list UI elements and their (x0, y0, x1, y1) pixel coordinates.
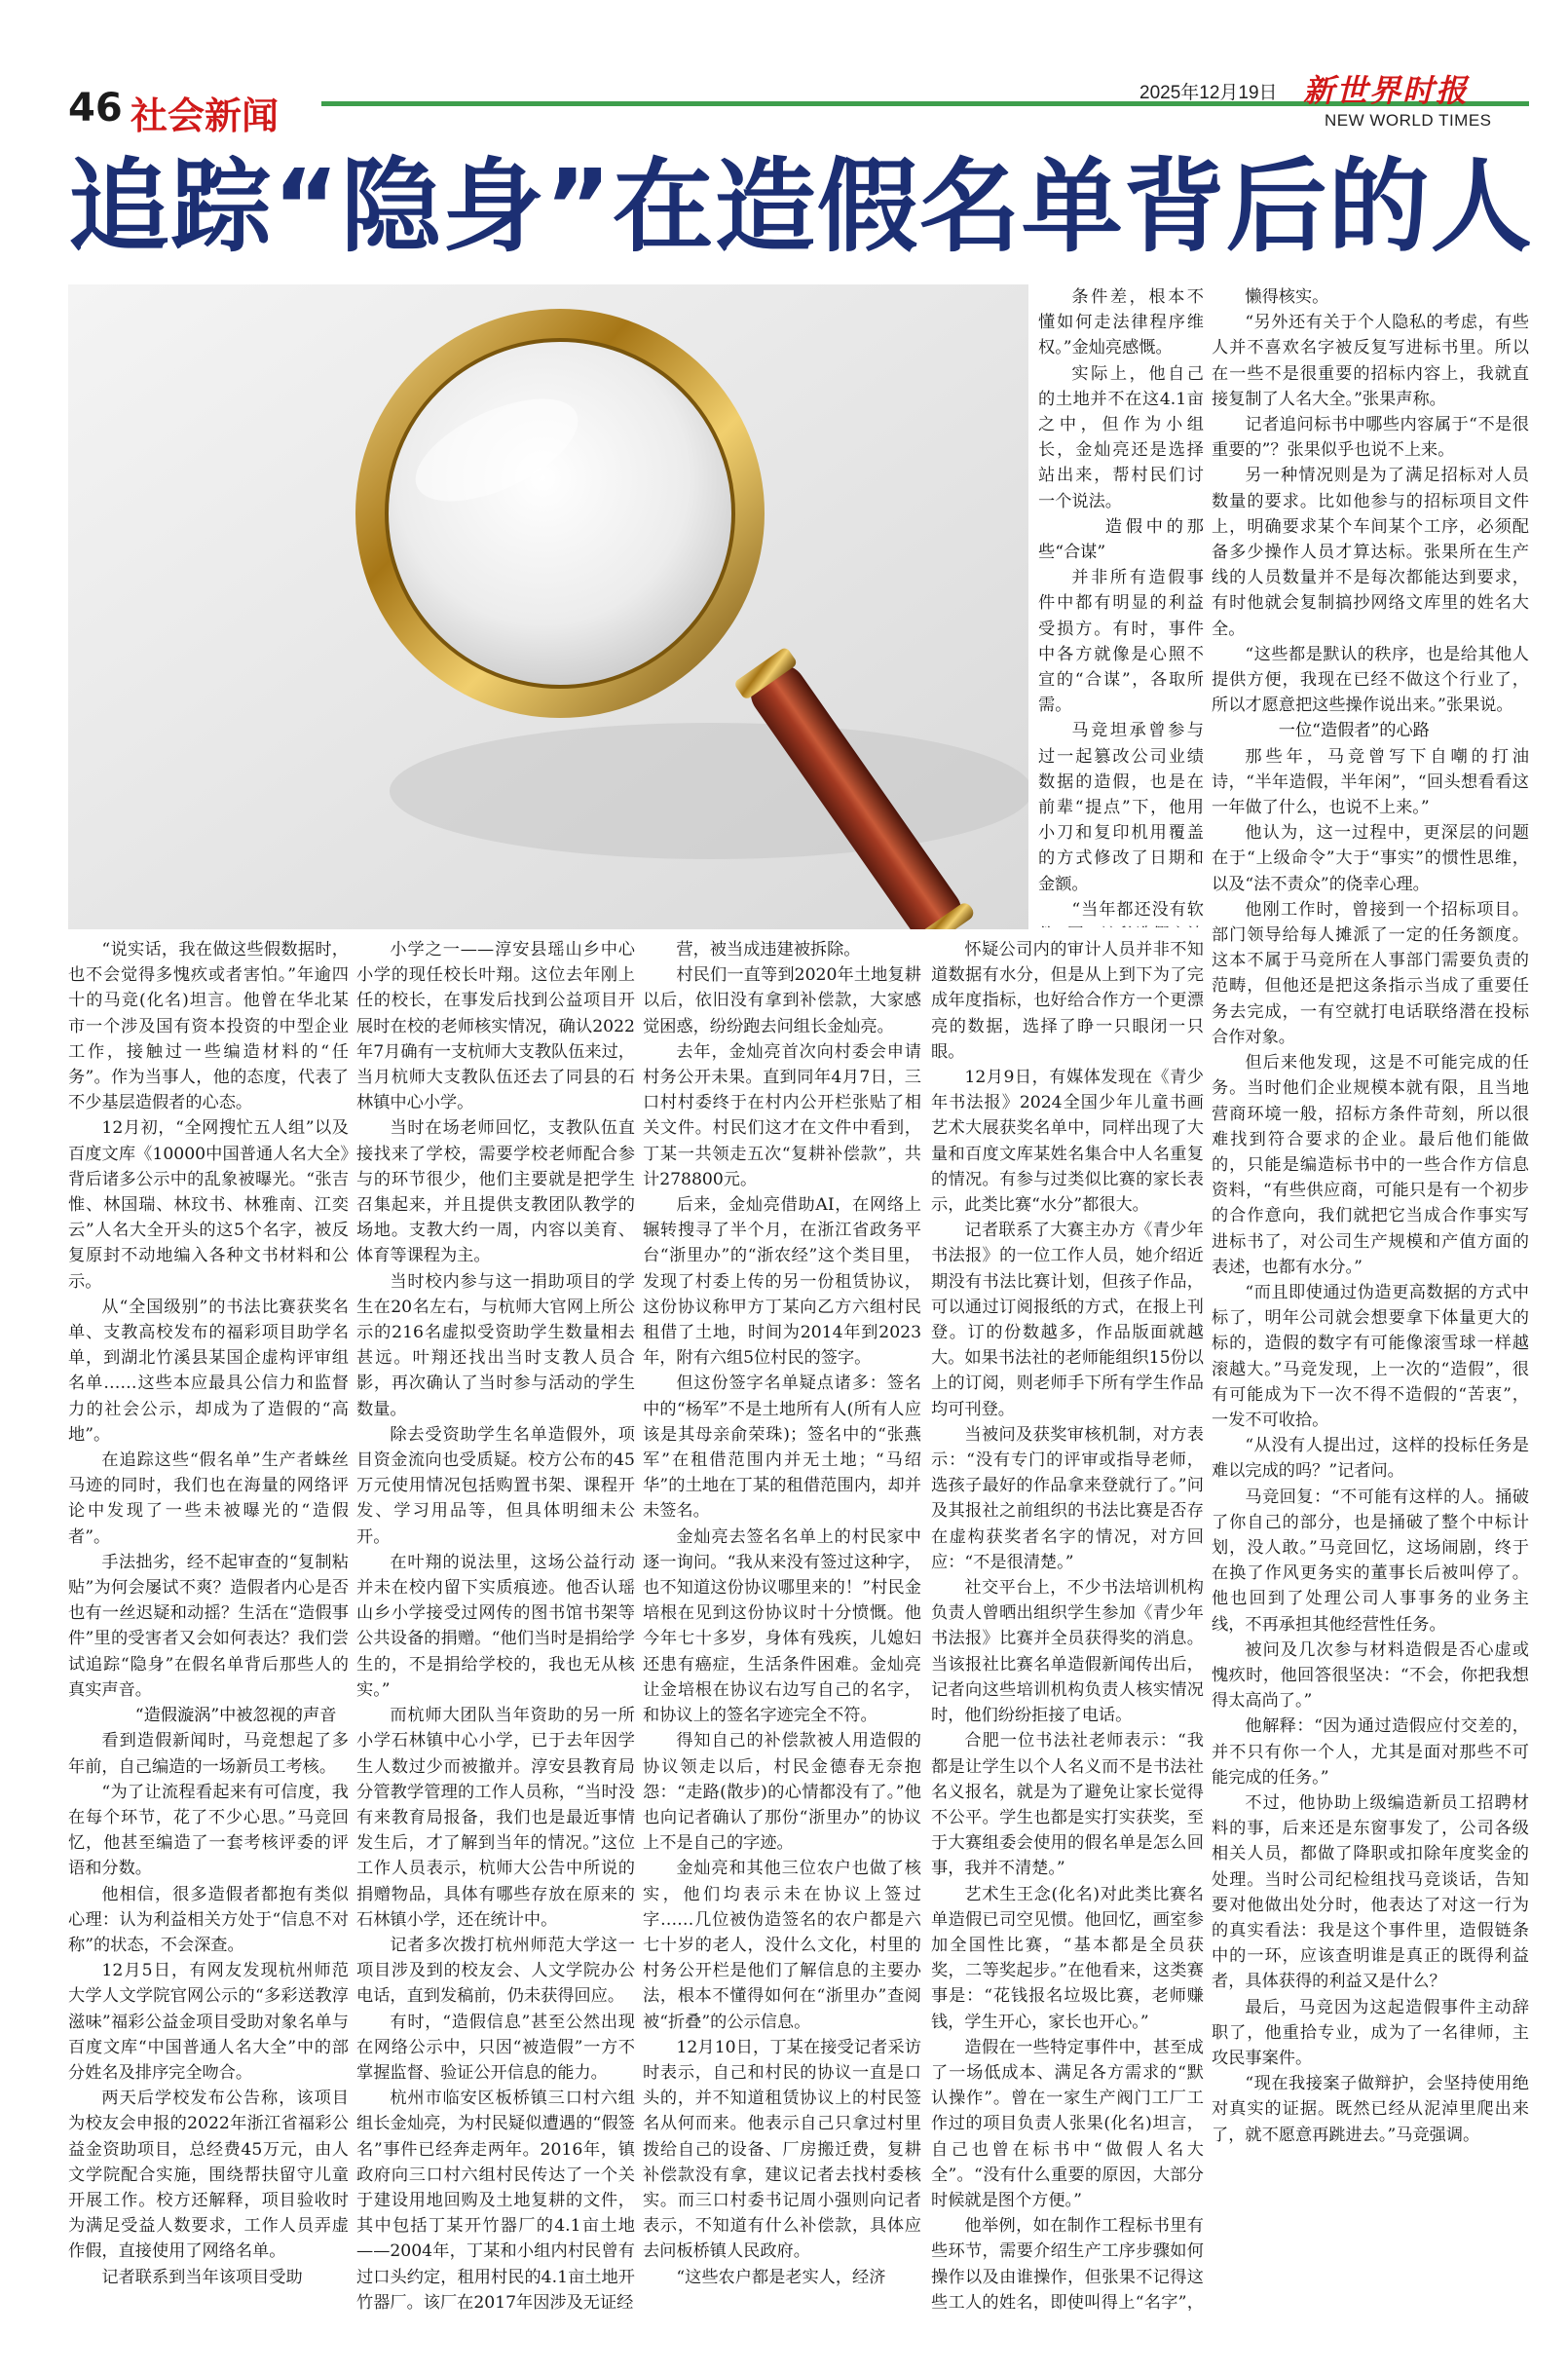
paragraph: 从“全国级别”的书法比赛获奖名单、支教高校发布的福彩项目助学名单，到湖北竹溪县某国企虚构评审组名单……这些本应最具公信力和监督力的社会公示，却成为了造假的“高地”。 (68, 1297, 349, 1445)
paragraph: 手法拙劣，经不起审查的“复制粘贴”为何会屡试不爽？造假者内心是否也有一丝迟疑和动摇？生活在“造假事件”里的受害者又会如何表达？我们尝试追踪“隐身”在假名单背后那些人的真实声音。 (68, 1552, 349, 1700)
paragraph: 当时校内参与这一捐助项目的学生在20名左右，与杭师大官网上所公示的216名虚拟受资助学生数量相去甚远。叶翔还找出当时支教人员合影，再次确认了当时参与活动的学生数量。 (356, 1271, 635, 1419)
paragraph: 两天后学校发布公告称，该项目为校友会申报的2022年浙江省福彩公益金资助项目，总经费45万元，由人文学院配合实施，围绕帮扶留守儿童开展工作。校方还解释，项目验收时为满足受益人数要求，工作人员弄虚作假，直接使用了网络名单。 (68, 2089, 349, 2262)
paragraph: 当被问及获奖审核机制，对方表示：“没有专门的评审或指导老师，选孩子最好的作品拿来登就行了。”问及其报社之前组织的书法比赛是否存在虚构获奖者名字的情况，对方回应：“不是很清楚。” (931, 1424, 1204, 1572)
paragraph: “而且即使通过伪造更高数据的方式中标了，明年公司就会想要拿下体量更大的标的，造假的数字有可能像滚雪球一样越滚越大。”马竞发现，上一次的“造假”，很有可能成为下一次不得不造假的“苦衷”，一发不可收拾。 (1212, 1282, 1529, 1430)
paragraph: 合肥一位书法社老师表示：“我都是让学生以个人名义而不是书法社名义报名，就是为了避免让家长觉得不公平。学生也都是实打实获奖，至于大赛组委会使用的假名单是怎么回事，我并不清楚。” (931, 1731, 1204, 1879)
paragraph: 杭州市临安区板桥镇三口村六组组长金灿亮，为村民疑似遭遇的“假签名”事件已经奔走两年。2016年，镇政府向三口村六组村民传达了一个关于建设用地回购及土地复耕的文件，其中包括丁某开竹器厂的4.1亩土地——2004年，丁某和小组内村民曾有过口头约定，租用村民的4.1亩土地开竹器厂。该厂在2017年因涉及无证经 (356, 2089, 635, 2311)
paragraph: 在追踪这些“假名单”生产者蛛丝马迹的同时，我们也在海量的网络评论中发现了一些未被曝光的“造假者”。 (68, 1450, 349, 1547)
paragraph: 而杭师大团队当年资助的另一所小学石林镇中心小学，已于去年因学生人数过少而被撤并。淳安县教育局分管教学管理的工作人员称，“当时没有来教育局报备，我们也是最近事情发生后，才了解到当年的情况。”这位工作人员表示，杭师大公告中所说的捐赠物品，具体有哪些存放在原来的石林镇小学，还在统计中。 (356, 1706, 635, 1930)
paragraph: 懒得核实。 (1245, 287, 1329, 307)
paragraph: 社交平台上，不少书法培训机构负责人曾晒出组织学生参加《青少年书法报》比赛并全员获得奖的消息。当该报社比赛名单造假新闻传出后，记者向这些培训机构负责人核实情况时，他们纷纷拒接了电话。 (931, 1578, 1204, 1726)
paragraph: 当时在场老师回忆，支教队伍直接找来了学校，需要学校老师配合参与的环节很少，他们主要就是把学生召集起来，并且提供支教团队教学的场地。支教大约一周，内容以美育、体育等课程为主。 (356, 1118, 635, 1266)
paper-name: 新世界时报 (1303, 72, 1470, 109)
paragraph: 金灿亮去签名名单上的村民家中逐一询问。“我从来没有签过这种字，也不知道这份协议哪里来的！”村民金培根在见到这份协议时十分愤慨。他今年七十多岁，身体有残疾，儿媳妇还患有癌症，生活条件困难。金灿亮让金培根在协议右边写自己的名字，和协议上的签名字迹完全不符。 (643, 1526, 921, 1726)
paragraph: “说实话，我在做这些假数据时，也不会觉得多愧疚或者害怕。”年逾四十的马竞(化名)坦言。他曾在华北某市一个涉及国有资本投资的中型企业工作，接触过一些编造材料的“任务”。作为当事人，他的态度，代表了不少基层造假者的心态。 (68, 940, 349, 1113)
paragraph: 他解释：“因为通过造假应付交差的，并不只有你一个人，尤其是面对那些不可能完成的任务。” (1212, 1716, 1529, 1788)
paragraph: 记者多次拨打杭州师范大学这一项目涉及到的校友会、人文学院办公电话，直到发稿前，仍未获得回应。 (356, 1935, 635, 2007)
article-column-1 (68, 937, 349, 2311)
paragraph: 但后来他发现，这是不可能完成的任务。当时他们企业规模本就有限，且当地营商环境一般，招标方条件苛刻，所以很难找到符合要求的企业。最后他们能做的，只能是编造标书中的一些合作方信息资料，“有些供应商，可能只是有一个初步的合作意向，我们就把它当成合作事实写进标书了，对公司生产规模和产值方面的表述，也都有水分。” (1212, 1053, 1529, 1277)
paragraph: 艺术生王念(化名)对此类比赛名单造假已司空见惯。他回忆，画室参加全国性比赛，“基本都是全员获奖，二等奖起步。”在他看来，这类赛事是：“花钱报名垃圾比赛，老师赚钱，学生开心，家长也开心。” (931, 1884, 1204, 2032)
paragraph: “现在我接案子做辩护，会坚持使用绝对真实的证据。既然已经从泥淖里爬出来了，就不愿意再跳进去。”马竞强调。 (1212, 2074, 1529, 2145)
paragraph: 实际上，他自己的土地并不在这4.1亩之中，但作为小组长，金灿亮还是选择站出来，帮村民们讨一个说法。 (1038, 363, 1204, 511)
paragraph: 营，被当成违建被拆除。 (676, 940, 861, 960)
paragraph: “这些农户都是老实人，经济 (676, 2267, 886, 2287)
paragraph: 除去受资助学生名单造假外，项目资金流向也受质疑。校方公布的45万元使用情况包括购置书架、课程开发、学习用品等，但具体明细未公开。 (356, 1424, 635, 1547)
subheading: 造假中的那些“合谋” (1038, 516, 1204, 563)
article-column-5 (1212, 284, 1529, 2311)
page-number: 46 (68, 86, 123, 131)
paragraph: 另一种情况则是为了满足招标对人员数量的要求。比如他参与的招标项目文件上，明确要求某个车间某个工序，必须配备多少操作人员才算达标。张果所在生产线的人员数量并不是每次都能达到要求，有时他就会复制搞抄网络文库里的姓名大全。 (1212, 466, 1529, 639)
paragraph: 条件差，根本不懂如何走法律程序维权。”金灿亮感慨。 (1038, 287, 1204, 358)
paragraph: 他举例，如在制作工程标书里有些环节，需要介绍生产工序步骤如何操作以及由谁操作，但张果不记得这些工人的姓名，即使叫得上“名字”， (931, 2216, 1204, 2311)
subheading: 一位“造假者”的心路 (1278, 721, 1430, 741)
paragraph: 后来，金灿亮借助AI，在网络上辗转搜寻了半个月，在浙江省政务平台“浙里办”的“浙农经”这个类目里，发现了村委上传的另一份租赁协议，这份协议称甲方丁某向乙方六组村民租借了土地，时间为2014年到2023年，附有六组5位村民的签字。 (643, 1195, 921, 1369)
paragraph: 12月5日，有网友发现杭州师范大学人文学院官网公示的“多彩送教淳滋味”福彩公益金项目受助对象名单与百度文库“中国普通人名大全”中的部分姓名及排序完全吻合。 (68, 1961, 349, 2083)
paragraph: 看到造假新闻时，马竞想起了多年前，自己编造的一场新员工考核。 (68, 1731, 349, 1777)
paragraph: 记者追问标书中哪些内容属于“不是很重要的”？张果似乎也说不上来。 (1212, 415, 1529, 461)
paragraph: 去年，金灿亮首次向村委会申请村务公开未果。直到同年4月7日，三口村村委终于在村内公开栏张贴了相关文件。村民们这才在文件中看到，丁某一共领走五次“复耕补偿款”，共计278800元。 (643, 1041, 921, 1189)
paragraph: 但这份签字名单疑点诸多：签名中的“杨军”不是土地所有人(所有人应该是其母亲俞荣珠)；签名中的“张燕军”在租借范围内并无土地；“马绍华”的土地在丁某的租借范围内，却并未签名。 (643, 1374, 921, 1522)
paragraph: 马竞坦承曾参与过一起篡改公司业绩数据的造假，也是在前辈“提点”下，他用小刀和复印机用覆盖的方式修改了日期和金额。 (1038, 721, 1204, 894)
paragraph: 被问及几次参与材料造假是否心虚或愧疚时，他回答很坚决：“不会，你把我想得太高尚了。” (1212, 1639, 1529, 1712)
paragraph: 他刚工作时，曾接到一个招标项目。部门领导给每人摊派了一定的任务额度。这本不属于马竞所在人事部门需要负责的范畴，但他还是把这条指示当成了重要任务去完成，一有空就打电话联络潜在投标合作对象。 (1212, 899, 1529, 1047)
paragraph: 记者联系了大赛主办方《青少年书法报》的一位工作人员，她介绍近期没有书法比赛计划，但孩子作品，可以通过订阅报纸的方式，在报上刊登。订的份数越多，作品版面就越大。如果书法社的老师能组织15份以上的订阅，则老师手下所有学生作品均可刊登。 (931, 1221, 1204, 1419)
paragraph: 他相信，很多造假者都抱有类似心理：认为利益相关方处于“信息不对称”的状态，不会深查。 (68, 1884, 349, 1955)
article-column-4-top (1038, 284, 1204, 927)
paragraph: 他认为，这一过程中，更深层的问题在于“上级命令”大于“事实”的惯性思维，以及“法不责众”的侥幸心理。 (1212, 823, 1529, 894)
paragraph: 记者联系到当年该项目受助 (101, 2267, 303, 2287)
paragraph: 12月10日，丁某在接受记者采访时表示，自己和村民的协议一直是口头的，并不知道租赁协议上的村民签名从何而来。他表示自己只拿过村里拨给自己的设备、厂房搬迁费，复耕补偿款没有拿，建议记者去找村委核实。而三口村委书记周小强则向记者表示，不知道有什么补偿款，具体应去问板桥镇人民政府。 (643, 2037, 921, 2262)
paragraph: 村民们一直等到2020年土地复耕以后，依旧没有拿到补偿款，大家感觉困惑，纷纷跑去问组长金灿亮。 (643, 965, 921, 1036)
subheading: “造假漩涡”中被忽视的声音 (134, 1706, 337, 1726)
paragraph: “为了让流程看起来有可信度，我在每个环节，花了不少心思。”马竞回忆，他甚至编造了一套考核评委的评语和分数。 (68, 1782, 349, 1879)
paragraph: 有时，“造假信息”甚至公然出现在网络公示中，只因“被造假”一方不掌握监督、验证公开信息的能力。 (356, 2012, 635, 2083)
paragraph: 并非所有造假事件中都有明显的利益受损方。有时，事件中各方就像是心照不宣的“合谋”，各取所需。 (1038, 568, 1204, 716)
headline: 追踪“隐身”在造假名单背后的人 (68, 147, 1533, 266)
paragraph: “当年都还没有软 (1071, 899, 1204, 920)
paragraph: “这些都是默认的秩序，也是给其他人提供方便，我现在已经不做这个行业了，所以才愿意把这些操作说出来。”张果说。 (1212, 644, 1529, 716)
article-column-3 (643, 937, 921, 2311)
paragraph: 得知自己的补偿款被人用造假的协议领走以后，村民金德春无奈抱怨：“走路(散步)的心情都没有了。”他也向记者确认了那份“浙里办”的协议上不是自己的字迹。 (643, 1731, 921, 1854)
paragraph: 那些年，马竞曾写下自嘲的打油诗，“半年造假，半年闲”，“回头想看看这一年做了什么，也说不上来。” (1212, 746, 1529, 818)
paragraph: “从没有人提出过，这样的投标任务是难以完成的吗？”记者问。 (1212, 1436, 1529, 1482)
paragraph: 不过，他协助上级编造新员工招聘材料的事，后来还是东窗事发了，公司各级相关人员，都做了降职或扣除年度奖金的处理。当时公司纪检组找马竞谈话，告知要对他做出处分时，他表达了对这一行为的真实看法：我是这个事件里，造假链条中的一环，应该查明谁是真正的既得利益者，具体获得的利益又是什么？ (1212, 1792, 1529, 1992)
paper-name-en: NEW WORLD TIMES (1325, 111, 1492, 130)
paragraph: 12月初，“全网搜忙五人组”以及百度文库《10000中国普通人名大全》背后诸多公示中的乱象被曝光。“张吉惟、林国瑞、林玟书、林雅南、江奕云”人名大全开头的这5个名字，被反复原封不动地编入各种文书材料和公示。 (68, 1118, 349, 1292)
paragraph: 小学之一——淳安县瑶山乡中心小学的现任校长叶翔。这位去年刚上任的校长，在事发后找到公益项目开展时在校的老师核实情况，确认2022年7月确有一支杭师大支教队伍来过，当月杭师大支教队伍还去了同县的石林镇中心小学。 (356, 940, 635, 1113)
paragraph: 马竞回复：“不可能有这样的人。捅破了你自己的部分，也是捅破了整个中标计划，没人敢。”马竞回忆，这场闹剧，终于在换了作风更务实的董事长后被叫停了。他也回到了处理公司人事事务的业务主线，不再承担其他经营性任务。 (1212, 1487, 1529, 1635)
paragraph: 12月9日，有媒体发现在《青少年书法报》2024全国少年儿童书画艺术大展获奖名单中，同样出现了大量和百度文库某姓名集合中人名重复的情况。有参与过类似比赛的家长表示，此类比赛“水分”都很大。 (931, 1068, 1204, 1216)
article-column-2 (356, 937, 635, 2311)
paragraph: “另外还有关于个人隐私的考虑，有些人并不喜欢名字被反复写进标书里。所以在一些不是很重要的招标内容上，我就直接复制了人名大全。”张果声称。 (1212, 313, 1529, 409)
magnifying-glass-photo (68, 284, 1028, 929)
paragraph: 金灿亮和其他三位农户也做了核实，他们均表示未在协议上签过字……几位被伪造签名的农户都是六七十岁的老人，没什么文化，村里的村务公开栏是他们了解信息的主要办法，根本不懂得如何在“浙里办”查阅被“折叠”的公示信息。 (643, 1859, 921, 2032)
paragraph: 造假在一些特定事件中，甚至成了一场低成本、满足各方需求的“默认操作”。曾在一家生产阀门工厂工作过的项目负责人张果(化名)坦言，自己也曾在标书中“做假人名大全”。“没有什么重要的原因，大部分时候就是图个方便。” (931, 2037, 1204, 2210)
paragraph: 在叶翔的说法里，这场公益行动并未在校内留下实质痕迹。他否认瑶山乡小学接受过网传的图书馆书架等公共设备的捐赠。“他们当时是捐给学生的，不是捐给学校的，我也无从核实。” (356, 1552, 635, 1700)
section-title: 社会新闻 (131, 94, 280, 137)
issue-date: 2025年12月19日 (1139, 83, 1278, 103)
article-column-4 (931, 937, 1204, 2311)
paragraph: 怀疑公司内的审计人员并非不知道数据有水分，但是从上到下为了完成年度指标，也好给合作方一个更漂亮的数据，选择了睁一只眼闭一只眼。 (931, 940, 1204, 1062)
paragraph: 最后，马竞因为这起造假事件主动辞职了，他重拾专业，成为了一名律师，主攻民事案件。 (1212, 1997, 1529, 2069)
